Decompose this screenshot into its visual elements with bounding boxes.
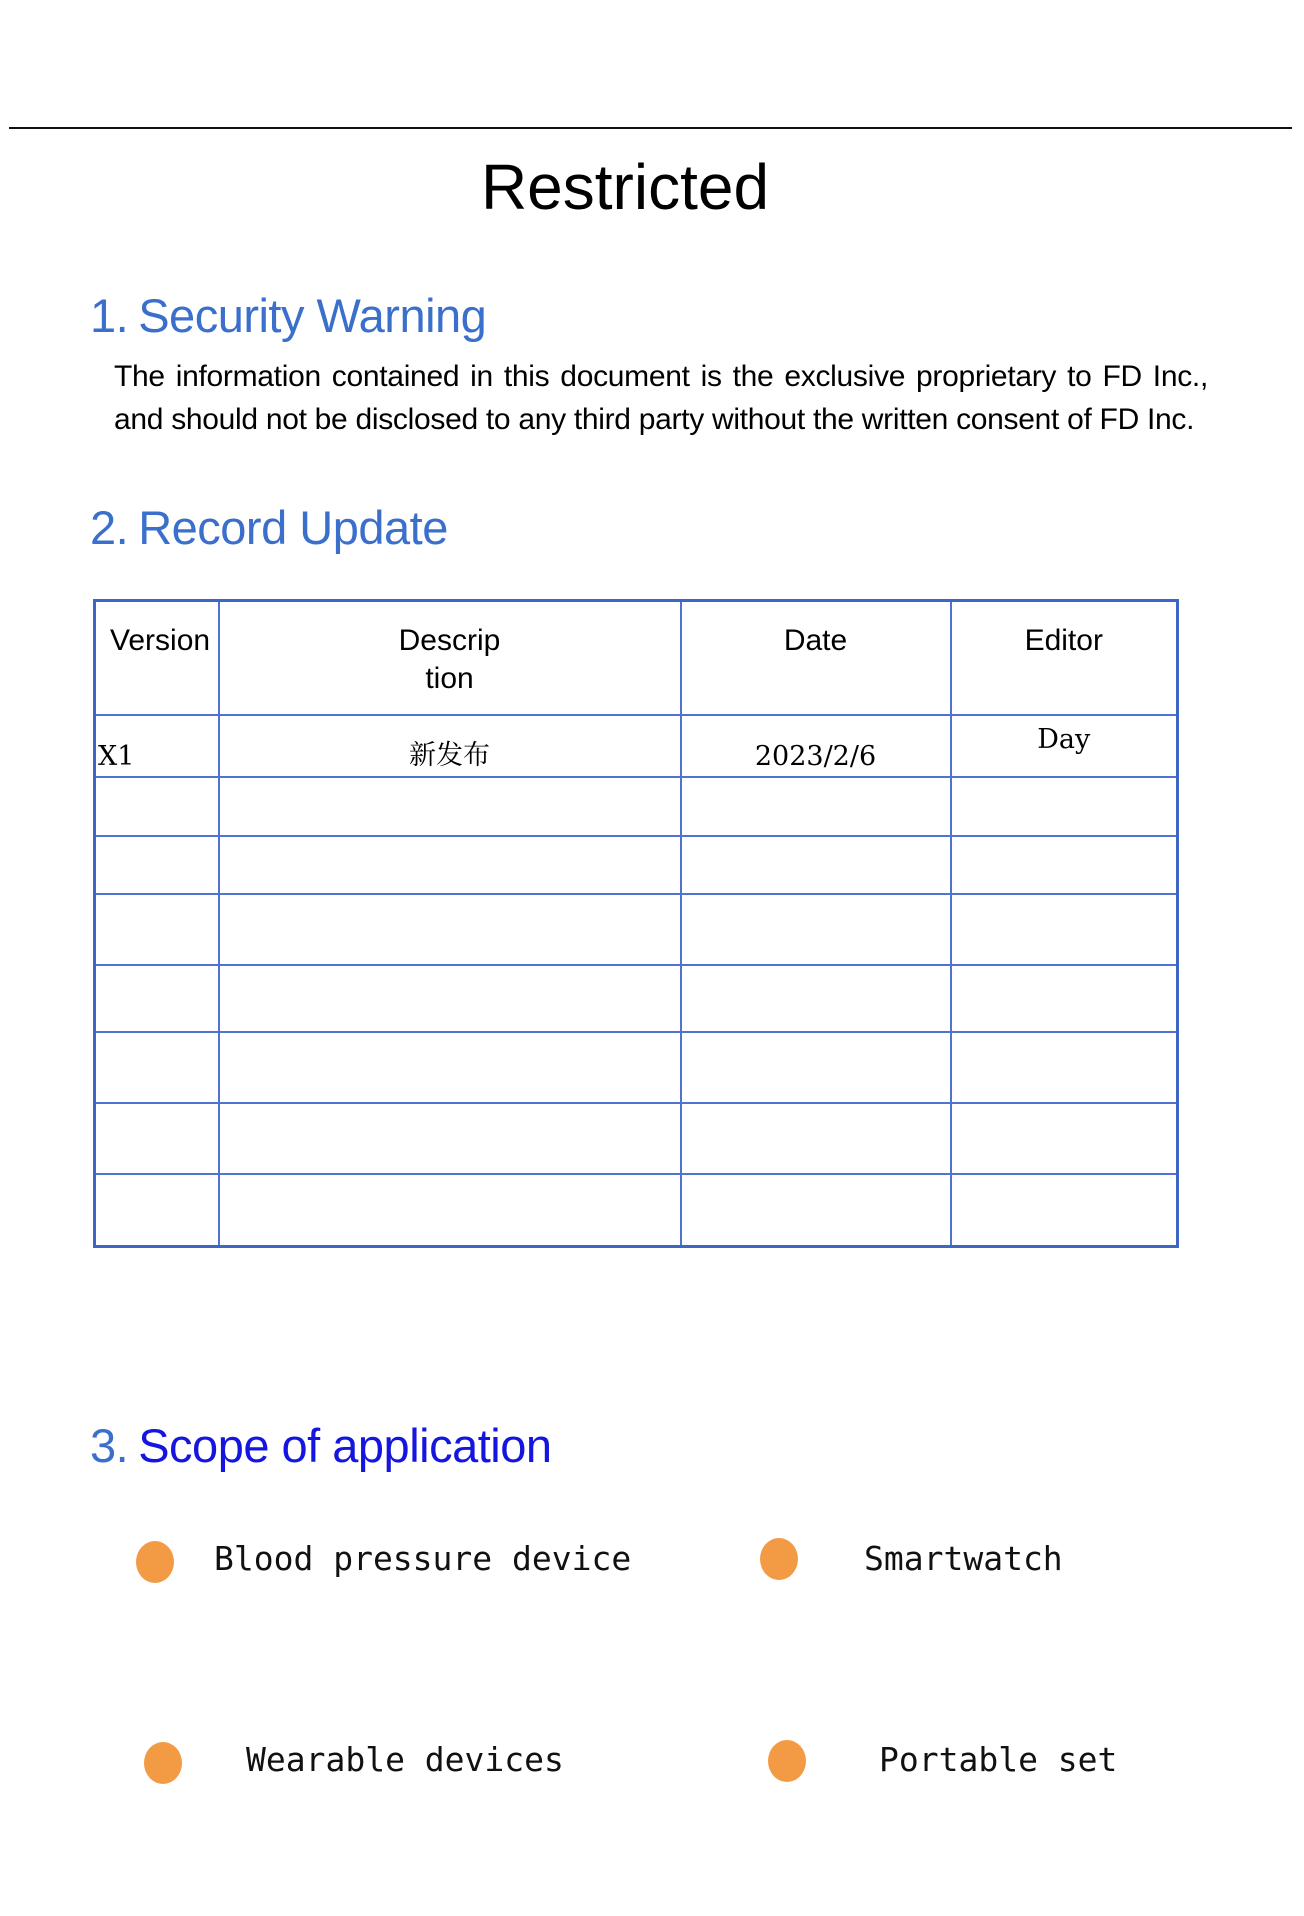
cell-version (95, 1174, 219, 1247)
table-row (95, 715, 1178, 777)
header-description (219, 601, 681, 715)
scope-item (760, 1538, 1063, 1580)
cell-description: 新发布 (219, 715, 681, 777)
section-title: Record Update (138, 501, 448, 554)
table-header-row (95, 601, 1178, 715)
cell-description (219, 965, 681, 1032)
cell-editor (951, 1103, 1178, 1174)
bullet-dot-icon (768, 1740, 806, 1782)
table-row (95, 1032, 1178, 1103)
table-row (95, 965, 1178, 1032)
cell-date (681, 894, 951, 965)
bullet-dot-icon (136, 1541, 174, 1583)
document-title: Restricted (480, 151, 770, 223)
header-editor: Editor (951, 601, 1178, 715)
cell-date (681, 1032, 951, 1103)
cell-date (681, 836, 951, 894)
cell-description (219, 1032, 681, 1103)
cell-editor (951, 836, 1178, 894)
scope-item (768, 1740, 1118, 1782)
security-warning-text: The information contained in this document is the exclusive proprietary to FD Inc., and should not be disclosed to any third party without the written consent of FD Inc. (114, 360, 1208, 436)
cell-editor (951, 894, 1178, 965)
cell-version: X1 (95, 715, 219, 777)
table-row (95, 836, 1178, 894)
cell-editor (951, 1174, 1178, 1247)
cell-description (219, 836, 681, 894)
section-title: Scope of application (138, 1419, 552, 1472)
scope-item-label: Portable set (879, 1740, 1118, 1779)
cell-date (681, 1103, 951, 1174)
cell-editor (951, 777, 1178, 836)
header-description-line-1: Descrip (398, 624, 501, 657)
scope-heading (90, 1418, 552, 1473)
cell-version (95, 1103, 219, 1174)
section-number: 1. (90, 289, 129, 342)
record-update-table (93, 599, 1179, 1248)
top-rule (9, 127, 1292, 129)
cell-date (681, 1174, 951, 1247)
scope-item-label: Smartwatch (864, 1539, 1063, 1578)
table-row (95, 777, 1178, 836)
security-warning-heading (90, 288, 486, 343)
section-number: 3. (90, 1419, 129, 1472)
header-description-line-2: tion (425, 662, 474, 695)
bullet-dot-icon (144, 1742, 182, 1784)
cell-editor (951, 965, 1178, 1032)
cell-version (95, 894, 219, 965)
scope-item (144, 1740, 564, 1784)
scope-item-label: Wearable devices (246, 1740, 564, 1779)
section-title: Security Warning (138, 289, 487, 342)
cell-date (681, 777, 951, 836)
cell-editor (951, 1032, 1178, 1103)
table-row (95, 1103, 1178, 1174)
cell-description (219, 777, 681, 836)
cell-version (95, 965, 219, 1032)
cell-editor: Day (951, 715, 1178, 777)
scope-item-label: Blood pressure device (214, 1539, 632, 1578)
table-row (95, 1174, 1178, 1247)
cell-description (219, 1103, 681, 1174)
cell-version (95, 836, 219, 894)
header-date: Date (681, 601, 951, 715)
bullet-dot-icon (760, 1538, 798, 1580)
table-row (95, 894, 1178, 965)
cell-description (219, 1174, 681, 1247)
cell-date: 2023/2/6 (681, 715, 951, 777)
cell-description (219, 894, 681, 965)
scope-item (136, 1539, 632, 1583)
cell-version (95, 1032, 219, 1103)
cell-version (95, 777, 219, 836)
record-update-heading (90, 500, 448, 555)
section-number: 2. (90, 501, 129, 554)
header-version: Version (95, 601, 219, 715)
cell-date (681, 965, 951, 1032)
